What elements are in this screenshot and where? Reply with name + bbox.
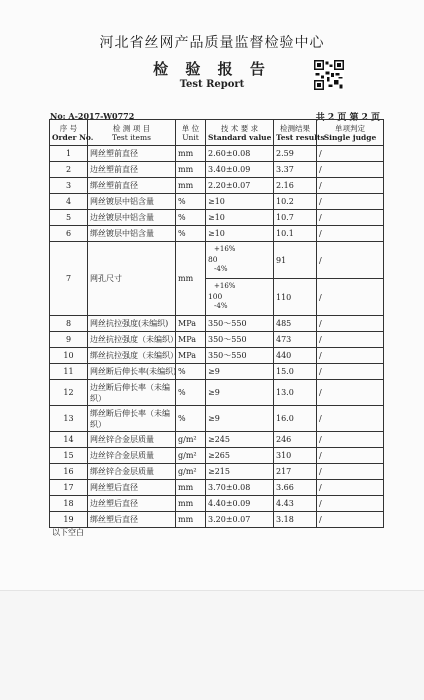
table-row [50,512,384,528]
judge-cell: / [317,210,384,226]
col-results: 检测结果 Test results [274,120,317,146]
unit-cell: mm [176,242,206,316]
judge-cell: / [317,242,384,279]
judge-cell: / [317,146,384,162]
table-row [50,210,384,226]
result-cell: 3.66 [274,480,317,496]
test-item-cell: 绑丝镀层中铝含量 [88,226,176,242]
order-no-cell: 15 [50,448,88,464]
test-results-table [49,119,384,528]
order-no-cell: 11 [50,364,88,380]
result-cell: 10.1 [274,226,317,242]
order-no-cell: 17 [50,480,88,496]
result-cell: 13.0 [274,380,317,406]
test-item-cell: 绑丝断后伸长率（未编织） [88,406,176,432]
result-cell: 3.18 [274,512,317,528]
result-cell: 217 [274,464,317,480]
unit-cell: % [176,194,206,210]
order-no-cell: 3 [50,178,88,194]
test-item-cell: 边丝塑前直径 [88,162,176,178]
judge-cell: / [317,226,384,242]
judge-cell: / [317,332,384,348]
standard-value-cell: 3.40±0.09 [206,162,274,178]
result-cell: 2.59 [274,146,317,162]
standard-value-cell: 350～550 [206,332,274,348]
unit-cell: mm [176,162,206,178]
test-item-cell: 边丝塑后直径 [88,496,176,512]
table-row [50,316,384,332]
table-row [50,364,384,380]
unit-cell: MPa [176,348,206,364]
unit-cell: % [176,210,206,226]
judge-cell: / [317,279,384,316]
test-item-cell: 网孔尺寸 [88,242,176,316]
table-row [50,480,384,496]
judge-cell: / [317,364,384,380]
table-row [50,380,384,406]
result-cell: 10.7 [274,210,317,226]
table-row [50,178,384,194]
judge-cell: / [317,464,384,480]
report-title-cn: 检 验 报 告 [153,60,271,78]
standard-value-cell: 3.20±0.07 [206,512,274,528]
table-row [50,242,384,279]
table-row [50,194,384,210]
tolerance-upper: +16% [214,245,236,253]
result-cell: 15.0 [274,364,317,380]
unit-cell: mm [176,178,206,194]
unit-cell: MPa [176,316,206,332]
col-standard: 技 术 要 求 Standard value [206,120,274,146]
table-row [50,464,384,480]
table-row [50,496,384,512]
blank-below-note: 以下空白 [52,528,84,537]
standard-value-cell: 2.60±0.08 [206,146,274,162]
standard-value-cell: ≥245 [206,432,274,448]
qr-code-icon [314,60,344,90]
unit-cell: g/m² [176,448,206,464]
order-no-cell: 8 [50,316,88,332]
standard-value-cell: 2.20±0.07 [206,178,274,194]
order-no-cell: 13 [50,406,88,432]
col-unit: 单 位 Unit [176,120,206,146]
page-indicator: 共 2 页 第 2 页 [315,113,380,123]
result-cell: 16.0 [274,406,317,432]
judge-cell: / [317,316,384,332]
judge-cell: / [317,380,384,406]
order-no-cell: 12 [50,380,88,406]
judge-cell: / [317,480,384,496]
col-judge: 单项判定 Single judge [317,120,384,146]
table-row [50,162,384,178]
unit-cell: % [176,364,206,380]
table-row [50,432,384,448]
result-cell: 246 [274,432,317,448]
standard-value-cell: ≥9 [206,380,274,406]
standard-value-cell: ≥215 [206,464,274,480]
unit-cell: % [176,226,206,242]
order-no-cell: 4 [50,194,88,210]
judge-cell: / [317,512,384,528]
standard-value-cell: 350～550 [206,316,274,332]
unit-cell: mm [176,496,206,512]
order-no-cell: 16 [50,464,88,480]
order-no-cell: 2 [50,162,88,178]
test-item-cell: 网丝塑后直径 [88,480,176,496]
order-no-cell: 14 [50,432,88,448]
judge-cell: / [317,406,384,432]
result-cell: 473 [274,332,317,348]
judge-cell: / [317,162,384,178]
test-item-cell: 绑丝塑后直径 [88,512,176,528]
order-no-cell: 7 [50,242,88,316]
test-item-cell: 边丝断后伸长率（未编织） [88,380,176,406]
unit-cell: g/m² [176,464,206,480]
table-row [50,332,384,348]
table-row [50,448,384,464]
tolerance-lower: -4% [214,265,228,273]
standard-value-cell: ≥265 [206,448,274,464]
standard-value-cell: ≥10 [206,226,274,242]
unit-cell: g/m² [176,432,206,448]
unit-cell: % [176,380,206,406]
result-cell: 2.16 [274,178,317,194]
order-no-cell: 1 [50,146,88,162]
table-row [50,348,384,364]
test-item-cell: 网丝锌合金层质量 [88,432,176,448]
standard-value-cell: 4.40±0.09 [206,496,274,512]
table-header-row [50,120,384,146]
order-no-cell: 5 [50,210,88,226]
unit-cell: mm [176,512,206,528]
judge-cell: / [317,348,384,364]
unit-cell: mm [176,480,206,496]
test-item-cell: 边丝抗拉强度（未编织） [88,332,176,348]
standard-value-cell [206,279,274,316]
test-item-cell: 边丝锌合金层质量 [88,448,176,464]
judge-cell: / [317,194,384,210]
order-no-cell: 9 [50,332,88,348]
col-order: 序 号 Order No. [50,120,88,146]
unit-cell: MPa [176,332,206,348]
order-no-cell: 6 [50,226,88,242]
test-item-cell: 绑丝塑前直径 [88,178,176,194]
result-cell: 4.43 [274,496,317,512]
judge-cell: / [317,448,384,464]
standard-value-cell: 3.70±0.08 [206,480,274,496]
test-item-cell: 网丝镀层中铝含量 [88,194,176,210]
standard-value-cell: ≥10 [206,210,274,226]
standard-value-cell [206,242,274,279]
test-item-cell: 网丝塑前直径 [88,146,176,162]
report-title-en: Test Report [179,79,245,90]
judge-cell: / [317,496,384,512]
unit-cell: mm [176,146,206,162]
test-item-cell: 网丝抗拉强度(未编织) [88,316,176,332]
col-items: 检 测 项 目 Test items [88,120,176,146]
unit-cell: % [176,406,206,432]
judge-cell: / [317,432,384,448]
result-cell: 110 [274,279,317,316]
judge-cell: / [317,178,384,194]
test-item-cell: 绑丝抗拉强度（未编织） [88,348,176,364]
test-item-cell: 网丝断后伸长率(未编织) [88,364,176,380]
organization-name: 河北省丝网产品质量监督检验中心 [99,35,325,51]
order-no-cell: 10 [50,348,88,364]
tolerance-lower: -4% [214,302,228,310]
standard-value-cell: ≥9 [206,406,274,432]
nominal-value: 80 [208,255,218,264]
result-cell: 3.37 [274,162,317,178]
tolerance-upper: +16% [214,282,236,290]
result-cell: 310 [274,448,317,464]
result-cell: 440 [274,348,317,364]
table-row [50,146,384,162]
test-item-cell: 绑丝锌合金层质量 [88,464,176,480]
order-no-cell: 19 [50,512,88,528]
standard-value-cell: ≥9 [206,364,274,380]
result-cell: 10.2 [274,194,317,210]
result-cell: 485 [274,316,317,332]
report-number: No: A-2017-W0772 [50,111,135,121]
table-row [50,226,384,242]
test-item-cell: 边丝镀层中铝含量 [88,210,176,226]
standard-value-cell: 350～550 [206,348,274,364]
standard-value-cell: ≥10 [206,194,274,210]
result-cell: 91 [274,242,317,279]
nominal-value: 100 [208,292,223,301]
order-no-cell: 18 [50,496,88,512]
table-row [50,406,384,432]
